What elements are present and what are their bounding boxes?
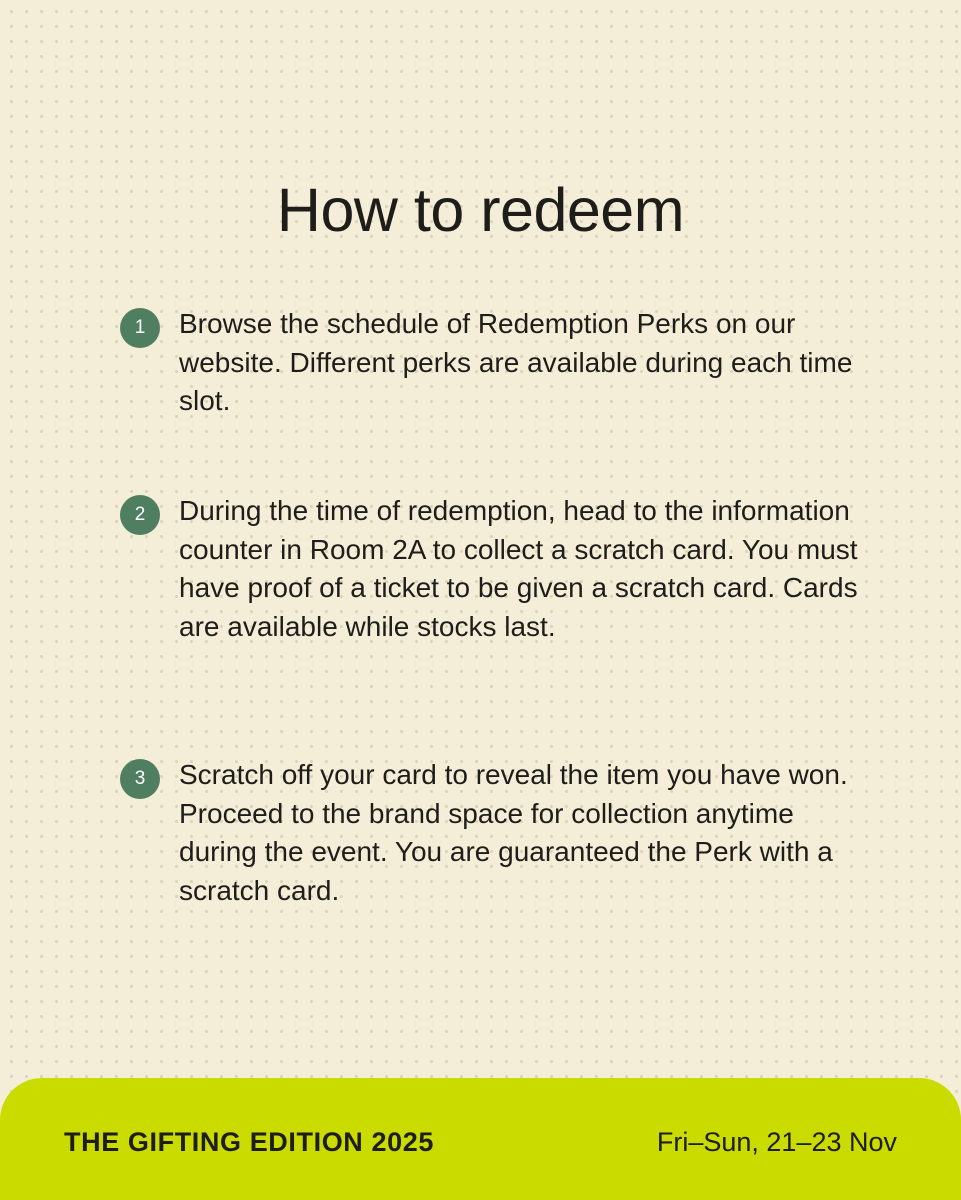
step-text: Browse the schedule of Redemption Perks on our website. Different perks are available during each time slot. [179, 308, 853, 416]
step-number-badge: 1 [120, 308, 160, 348]
step-number-badge: 3 [120, 759, 160, 799]
event-name: THE GIFTING EDITION 2025 [64, 1127, 434, 1157]
footer-banner [0, 1078, 961, 1200]
step-text: During the time of redemption, head to the information counter in Room 2A to collect a scratch card. You must have proof of a ticket to be given a scratch card. Cards are available while stocks last. [179, 495, 858, 642]
step-text: Scratch off your card to reveal the item you have won. Proceed to the brand space for collection anytime during the event. You are guaranteed the Perk with a scratch card. [179, 759, 848, 906]
page-title: How to redeem [276, 176, 685, 244]
event-dates: Fri–Sun, 21–23 Nov [656, 1127, 897, 1157]
step-number-badge: 2 [120, 495, 160, 535]
